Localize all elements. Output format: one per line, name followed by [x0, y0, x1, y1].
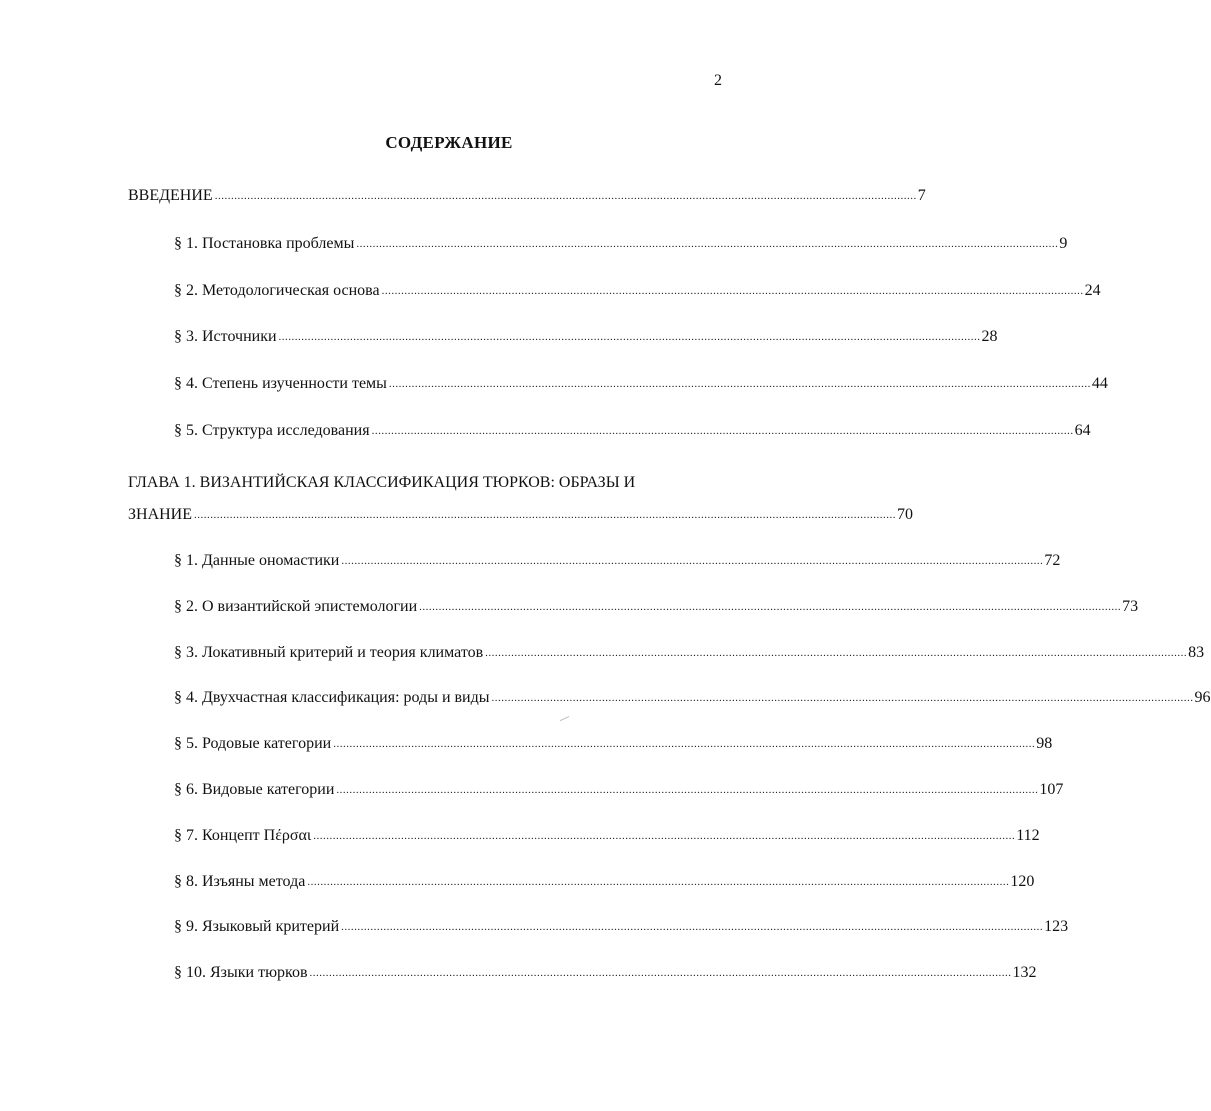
toc-entry-page: 28 [981, 328, 998, 345]
toc-entry-label: § 3. Источники [174, 328, 277, 345]
toc-entry-label: § 4. Степень изученности темы [174, 375, 387, 392]
toc-entry-page: 73 [1122, 598, 1139, 615]
toc-chapter-1-section-1[interactable] [174, 551, 1061, 572]
toc-chapter-1-heading-line-2[interactable] [128, 505, 914, 526]
toc-entry-page: 64 [1074, 422, 1091, 439]
toc-entry-intro-section-4[interactable] [174, 374, 1108, 395]
toc-chapter-1-section-7[interactable] [174, 826, 1040, 847]
toc-entry-label: § 10. Языки тюрков [174, 964, 308, 981]
dot-leader: ........................................................................................................................................................................................................................ [419, 601, 1122, 613]
toc-entry-page: 70 [897, 506, 914, 523]
toc-chapter-1-section-5[interactable] [174, 734, 1053, 755]
toc-entry-page: 132 [1012, 964, 1037, 981]
toc-entry-label: § 8. Изъяны метода [174, 873, 306, 890]
toc-entry-page: 120 [1010, 873, 1035, 890]
toc-entry-page: 123 [1044, 918, 1069, 935]
toc-chapter-1-section-9[interactable] [174, 917, 1069, 938]
toc-entry-intro-section-1[interactable] [174, 234, 1068, 255]
toc-chapter-1-heading-line-1[interactable]: ГЛАВА 1. ВИЗАНТИЙСКАЯ КЛАССИФИКАЦИЯ ТЮРКОВ: ОБРАЗЫ И [128, 474, 636, 491]
dot-leader: ........................................................................................................................................................................................................................ [371, 425, 1074, 437]
toc-entry-label: § 3. Локативный критерий и теория климатов [174, 644, 484, 661]
toc-entry-label: ВВЕДЕНИЕ [128, 187, 213, 204]
dot-leader: ........................................................................................................................................................................................................................ [388, 378, 1091, 390]
toc-entry-label: § 7. Концепт Πέρσαι [174, 827, 312, 844]
toc-entry-label: § 2. Методологическая основа [174, 282, 380, 299]
dot-leader: ........................................................................................................................................................................................................................ [485, 647, 1188, 659]
toc-entry-label: § 2. О византийской эпистемологии [174, 598, 418, 615]
toc-entry-page: 112 [1016, 827, 1040, 844]
dot-leader: ........................................................................................................................................................................................................................ [336, 784, 1039, 796]
toc-chapter-1-section-3[interactable] [174, 643, 1205, 664]
toc-chapter-1-section-6[interactable] [174, 780, 1064, 801]
toc-entry-label: § 9. Языковый критерий [174, 918, 340, 935]
page-title: СОДЕРЖАНИЕ [385, 133, 513, 152]
toc-chapter-1-section-2[interactable] [174, 597, 1139, 618]
dot-leader: ........................................................................................................................................................................................................................ [194, 509, 897, 521]
dot-leader: ........................................................................................................................................................................................................................ [309, 967, 1012, 979]
dot-leader: ........................................................................................................................................................................................................................ [313, 830, 1016, 842]
toc-entry-label: § 6. Видовые категории [174, 781, 335, 798]
toc-entry-intro-section-3[interactable] [174, 327, 998, 348]
dot-leader: ........................................................................................................................................................................................................................ [333, 738, 1036, 750]
toc-chapter-1-section-8[interactable] [174, 872, 1035, 893]
dot-leader: ........................................................................................................................................................................................................................ [214, 190, 917, 202]
toc-entry-page: 44 [1091, 375, 1108, 392]
toc-entry-page: 98 [1036, 735, 1053, 752]
dot-leader: ........................................................................................................................................................................................................................ [341, 555, 1044, 567]
toc-entry-page: 107 [1039, 781, 1064, 798]
toc-entry-page: 9 [1059, 235, 1068, 252]
toc-entry-intro-section-2[interactable] [174, 281, 1101, 302]
toc-entry-introduction[interactable] [128, 186, 926, 207]
toc-entry-page: 83 [1188, 644, 1205, 661]
toc-entry-label: § 5. Структура исследования [174, 422, 370, 439]
dot-leader: ........................................................................................................................................................................................................................ [278, 331, 981, 343]
toc-chapter-1-section-10[interactable] [174, 963, 1037, 984]
toc-entry-page: 24 [1084, 282, 1101, 299]
toc-entry-label: § 4. Двухчастная классификация: роды и виды [174, 689, 490, 706]
toc-entry-label: ЗНАНИЕ [128, 506, 193, 523]
toc-entry-intro-section-5[interactable] [174, 421, 1091, 442]
toc-entry-label: § 5. Родовые категории [174, 735, 332, 752]
dot-leader: ........................................................................................................................................................................................................................ [307, 876, 1010, 888]
toc-entry-page: 72 [1044, 552, 1061, 569]
toc-entry-page: 7 [917, 187, 926, 204]
dot-leader: ........................................................................................................................................................................................................................ [356, 238, 1059, 250]
toc-entry-page: 96 [1194, 689, 1211, 706]
toc-entry-label: § 1. Постановка проблемы [174, 235, 355, 252]
dot-leader: ........................................................................................................................................................................................................................ [491, 692, 1194, 704]
toc-chapter-1-section-4[interactable] [174, 688, 1211, 709]
dot-leader: ........................................................................................................................................................................................................................ [341, 921, 1044, 933]
page-number: 2 [714, 72, 722, 89]
toc-entry-label: § 1. Данные ономастики [174, 552, 340, 569]
dot-leader: ........................................................................................................................................................................................................................ [381, 285, 1084, 297]
